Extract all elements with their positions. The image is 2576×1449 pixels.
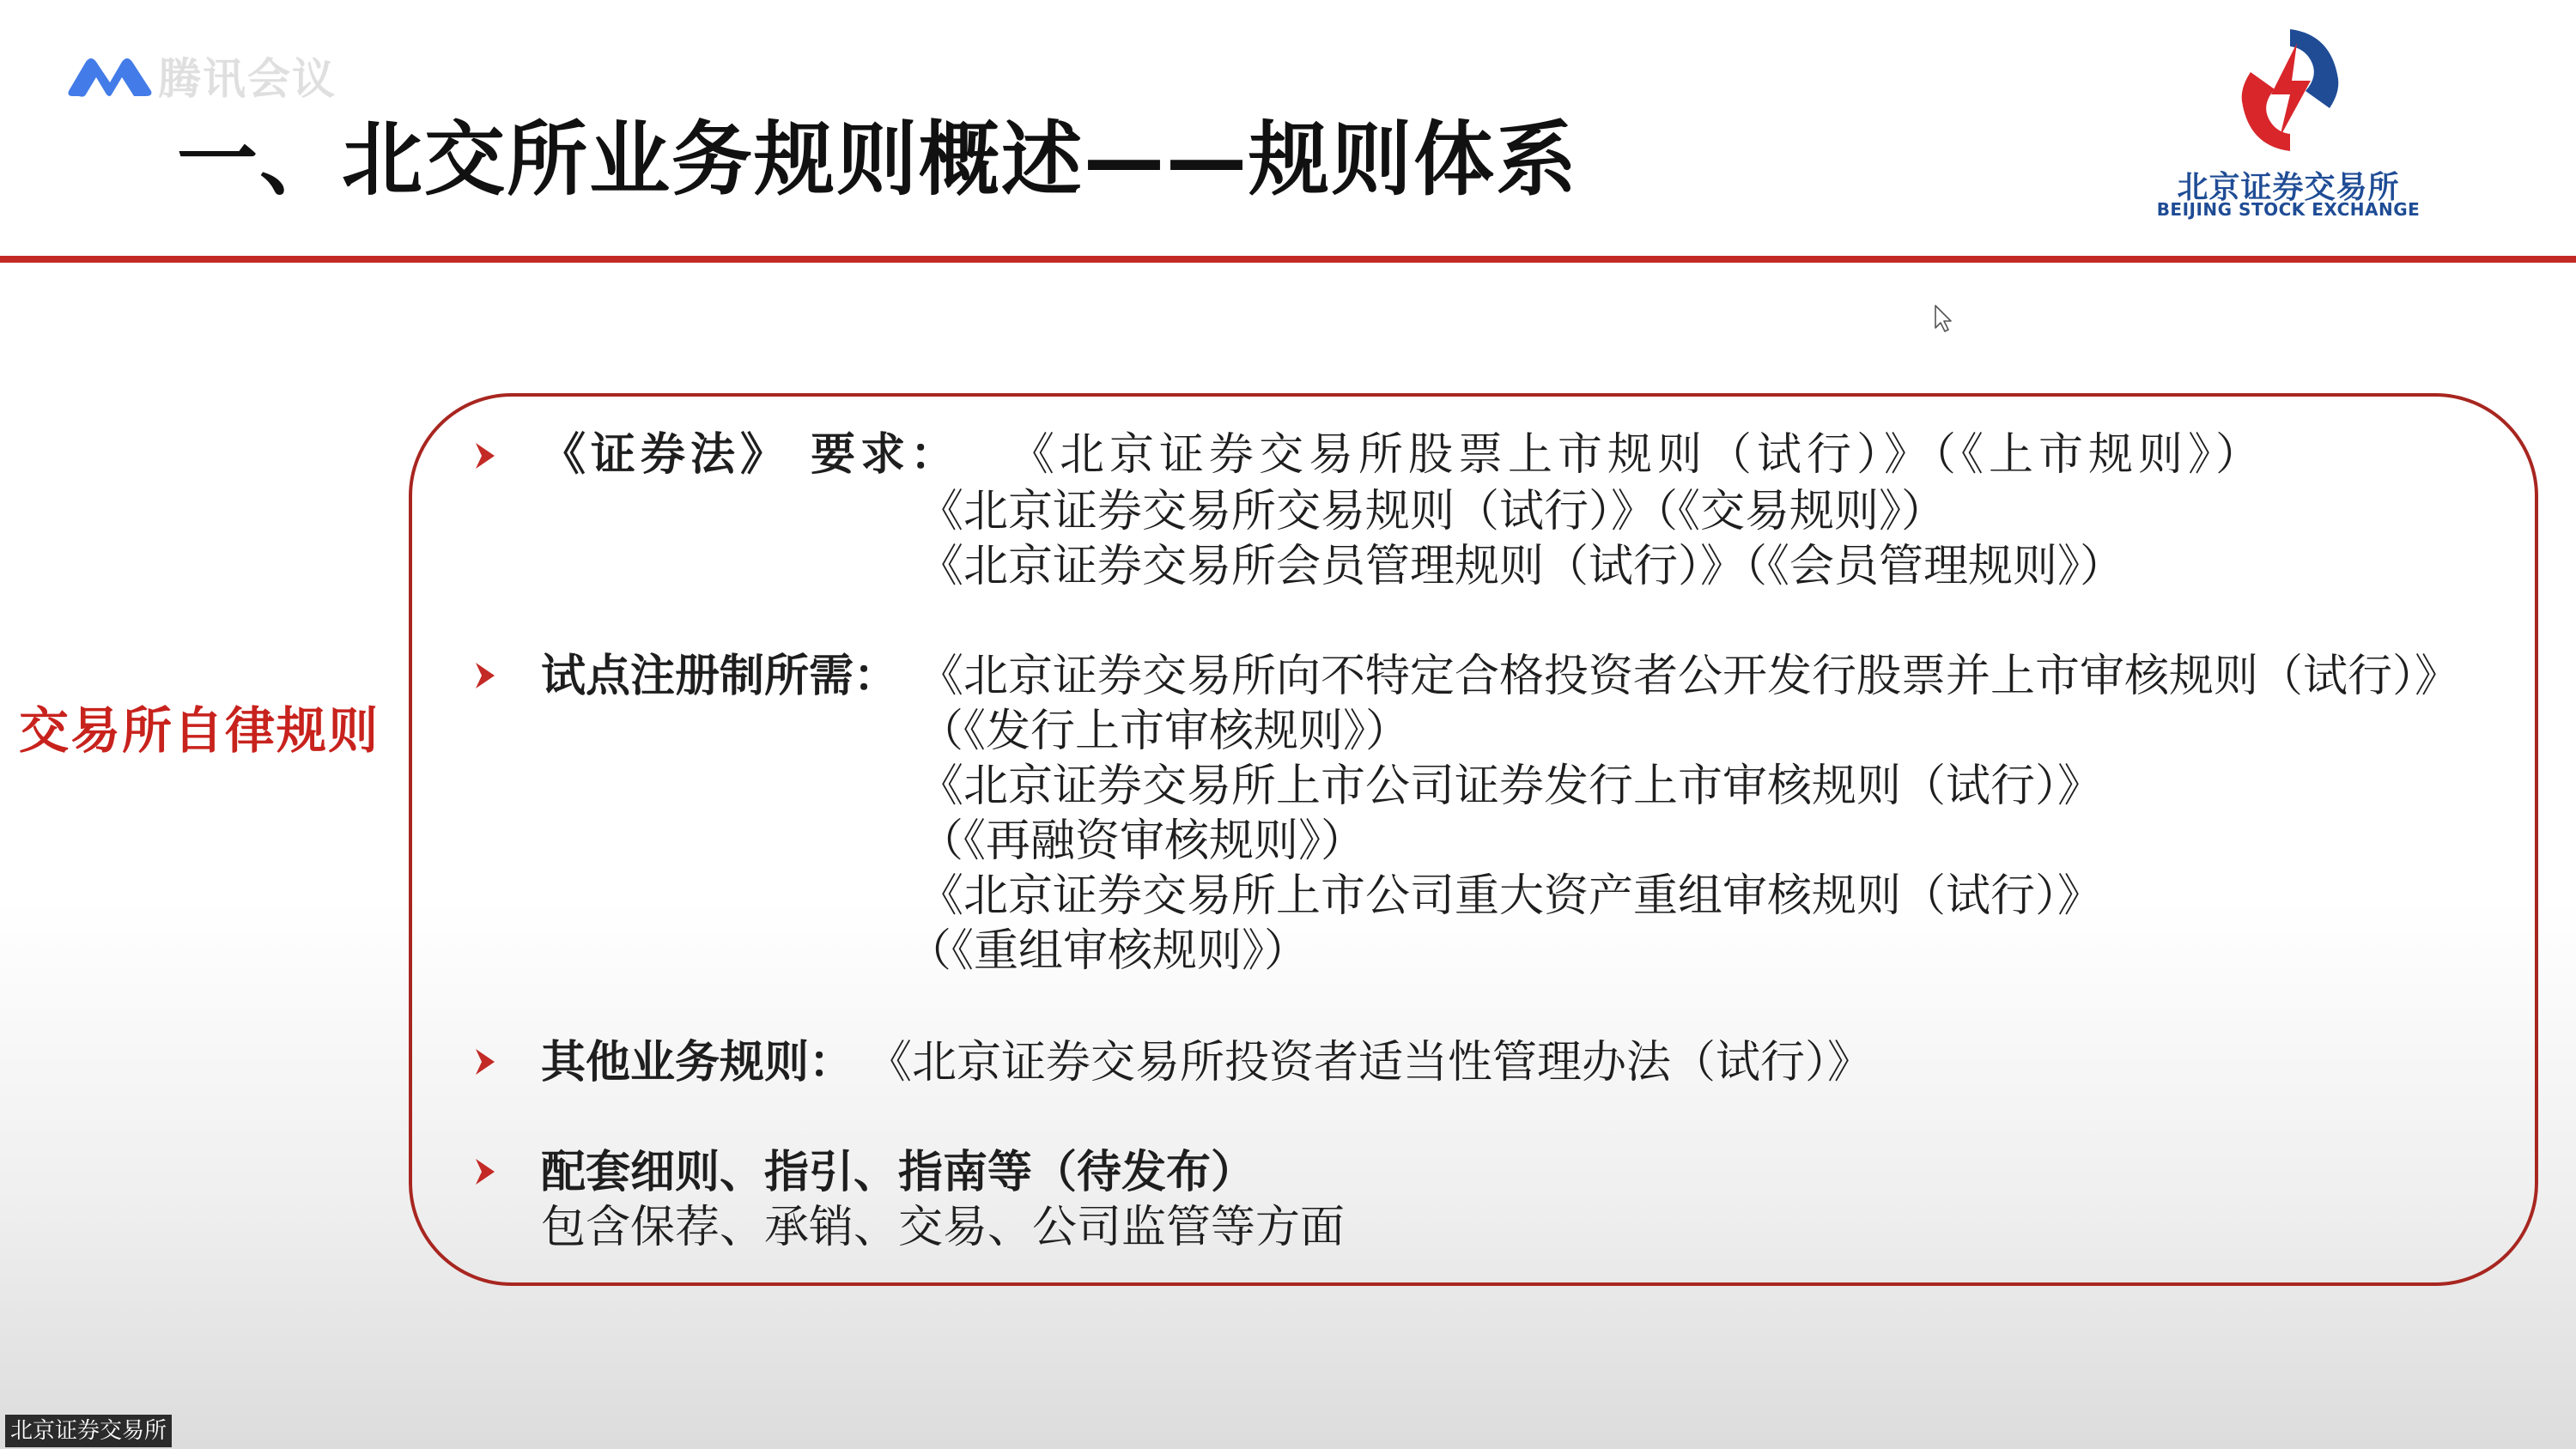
bullet-lead: 其他业务规则： xyxy=(541,1037,854,1088)
rule-line: 《北京证券交易所上市公司证券发行上市审核规则（试行）》 xyxy=(919,761,2103,812)
arrow-bullet-icon xyxy=(474,661,496,690)
arrow-bullet-icon xyxy=(474,1157,496,1186)
rule-line: 《北京证券交易所向不特定合格投资者公开发行股票并上市审核规则（试行）》 xyxy=(919,651,2460,702)
arrow-bullet-icon xyxy=(474,1047,496,1076)
rule-line: （《再融资审核规则》） xyxy=(919,815,1366,867)
rule-line: 《北京证券交易所会员管理规则（试行）》（《会员管理规则》） xyxy=(919,541,2125,592)
rule-line: 《北京证券交易所投资者适当性管理办法（试行）》 xyxy=(867,1037,1873,1088)
rule-line: 《北京证券交易所交易规则（试行）》（《交易规则》） xyxy=(919,486,1947,537)
bse-emblem-icon xyxy=(2237,26,2343,155)
rule-line: 《北京证券交易所上市公司重大资产重组审核规则（试行）》 xyxy=(919,870,2103,922)
meeting-app-watermark xyxy=(65,45,337,106)
mouse-cursor-icon xyxy=(1934,304,1953,333)
bullet-lead: 试点注册制所需： xyxy=(541,651,899,702)
rule-line: （《发行上市审核规则》） xyxy=(919,706,1411,757)
source-tag: 北京证券交易所 xyxy=(5,1415,172,1447)
arrow-bullet-icon xyxy=(474,441,496,470)
bse-logo-name-cn: 北京证券交易所 xyxy=(2177,170,2400,205)
bse-logo-name-en: BEIJING STOCK EXCHANGE xyxy=(2156,199,2421,220)
bullet-lead: 配套细则、指引、指南等（待发布） xyxy=(541,1147,1256,1198)
bse-logo xyxy=(2147,26,2430,232)
rule-line: 包含保荐、承销、交易、公司监管等方面 xyxy=(541,1202,1346,1253)
rule-line: （《重组审核规则》） xyxy=(907,925,1309,977)
slide-title: 一、北交所业务规则概述——规则体系 xyxy=(177,113,1579,207)
bullet-lead: 《证券法》 要求： xyxy=(541,429,961,481)
rule-line: 《北京证券交易所股票上市规则（试行）》（《上市规则》） xyxy=(1010,429,2266,481)
side-label: 交易所自律规则 xyxy=(19,701,380,760)
tencent-meeting-logo-icon xyxy=(65,52,155,100)
meeting-app-name: 腾讯会议 xyxy=(158,54,337,104)
title-divider xyxy=(0,256,2576,263)
